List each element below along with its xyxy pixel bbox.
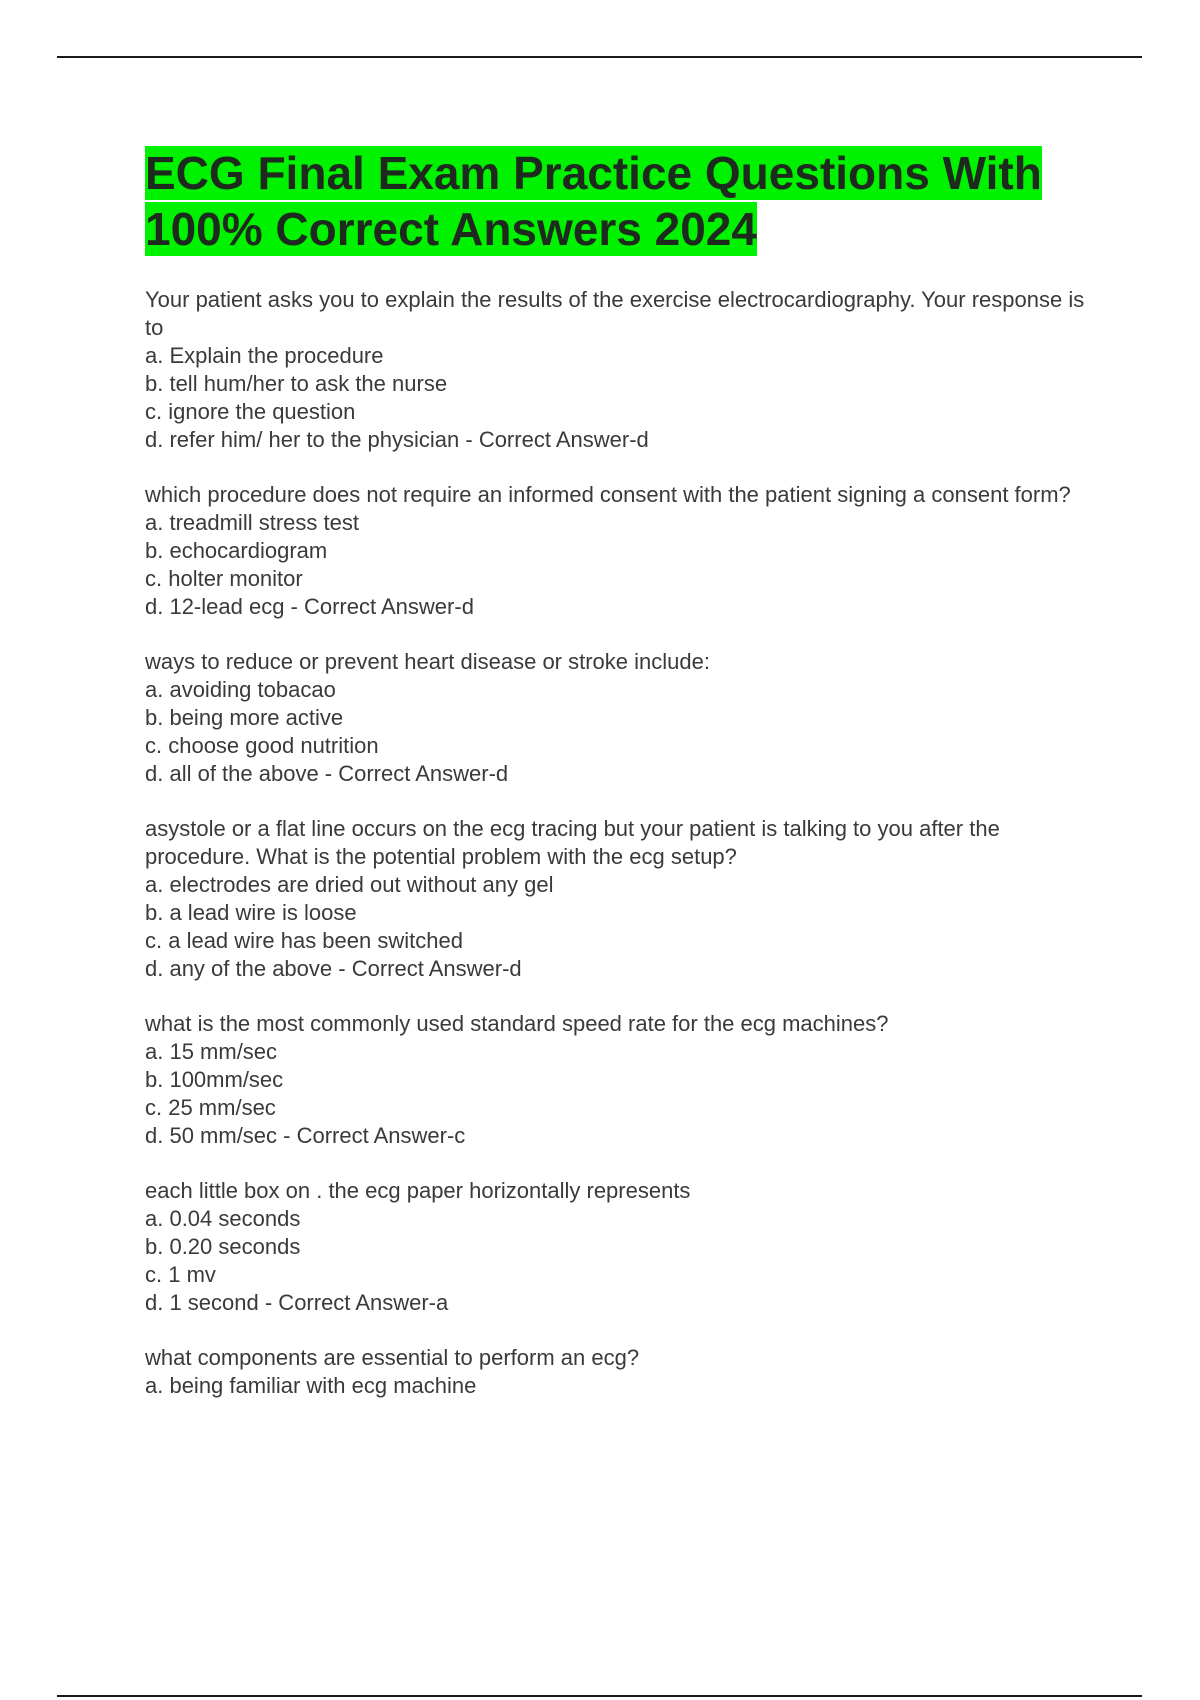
question-text: Your patient asks you to explain the results of the exercise electrocardiography. Your response is to xyxy=(145,287,1085,340)
question-text: which procedure does not require an informed consent with the patient signing a consent form? xyxy=(145,482,1071,507)
answer-option: c. 25 mm/sec xyxy=(145,1095,276,1120)
question-text: ways to reduce or prevent heart disease or stroke include: xyxy=(145,649,710,674)
answer-option: c. ignore the question xyxy=(145,399,356,424)
answer-option: a. 0.04 seconds xyxy=(145,1206,301,1231)
question-block xyxy=(145,815,1090,983)
bottom-rule xyxy=(57,1695,1142,1697)
answer-option: d. 50 mm/sec - Correct Answer-c xyxy=(145,1123,466,1148)
question-block xyxy=(145,1177,1090,1317)
answer-option: a. Explain the procedure xyxy=(145,343,384,368)
answer-option: b. 0.20 seconds xyxy=(145,1234,301,1259)
answer-option: d. 12-lead ecg - Correct Answer-d xyxy=(145,594,474,619)
document-title xyxy=(145,145,1090,257)
answer-option: a. 15 mm/sec xyxy=(145,1039,278,1064)
question-block xyxy=(145,1344,1090,1400)
answer-option: b. 100mm/sec xyxy=(145,1067,284,1092)
answer-option: d. 1 second - Correct Answer-a xyxy=(145,1290,449,1315)
answer-option: b. echocardiogram xyxy=(145,538,328,563)
answer-option: a. treadmill stress test xyxy=(145,510,359,535)
answer-option: c. 1 mv xyxy=(145,1262,216,1287)
answer-option: b. a lead wire is loose xyxy=(145,900,357,925)
question-text: what is the most commonly used standard speed rate for the ecg machines? xyxy=(145,1011,889,1036)
answer-option: b. tell hum/her to ask the nurse xyxy=(145,371,448,396)
answer-option: c. a lead wire has been switched xyxy=(145,928,463,953)
top-rule xyxy=(57,56,1142,58)
answer-option: c. holter monitor xyxy=(145,566,303,591)
question-block xyxy=(145,286,1090,454)
question-text: asystole or a flat line occurs on the ecg tracing but your patient is talking to you after the procedure. What is the potential problem with the ecg setup? xyxy=(145,816,1000,869)
answer-option: d. any of the above - Correct Answer-d xyxy=(145,956,522,981)
answer-option: a. electrodes are dried out without any gel xyxy=(145,872,554,897)
answer-option: a. avoiding tobacao xyxy=(145,677,336,702)
title-highlight: ECG Final Exam Practice Questions With 100% Correct Answers 2024 xyxy=(145,147,1042,255)
question-block xyxy=(145,648,1090,788)
answer-option: c. choose good nutrition xyxy=(145,733,379,758)
answer-option: a. being familiar with ecg machine xyxy=(145,1373,477,1398)
answer-option: d. all of the above - Correct Answer-d xyxy=(145,761,509,786)
question-text: what components are essential to perform an ecg? xyxy=(145,1345,640,1370)
answer-option: d. refer him/ her to the physician - Correct Answer-d xyxy=(145,427,649,452)
question-block xyxy=(145,1010,1090,1150)
question-text: each little box on . the ecg paper horizontally represents xyxy=(145,1178,691,1203)
document-body xyxy=(145,145,1090,1400)
answer-option: b. being more active xyxy=(145,705,344,730)
question-block xyxy=(145,481,1090,621)
